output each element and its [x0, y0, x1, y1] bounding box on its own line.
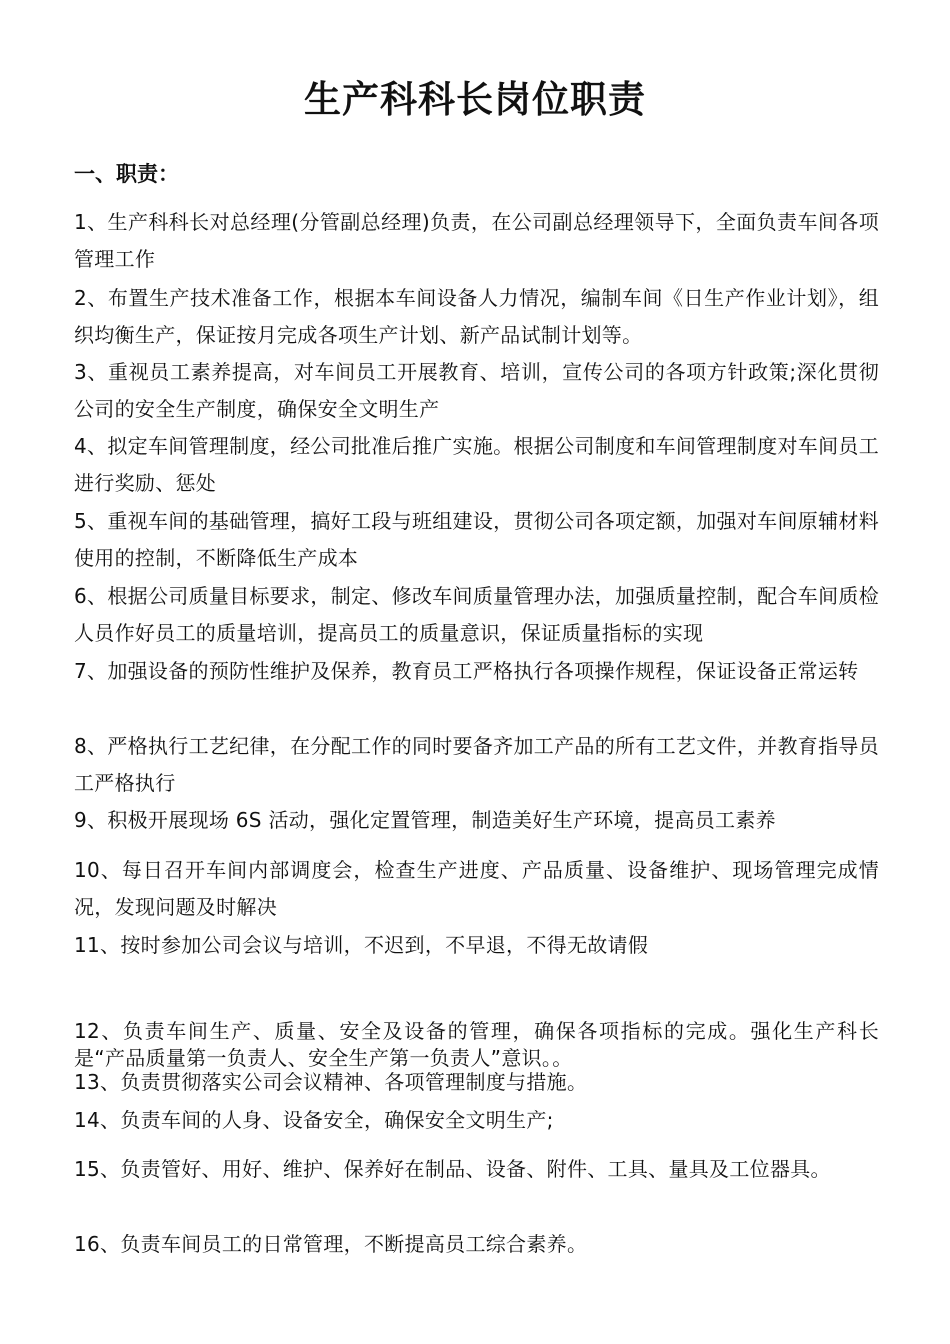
duty-item-12: 12、负责车间生产、质量、安全及设备的管理，确保各项指标的完成。强化生产科长是“产品质量第一负责人、安全生产第一负责人”意识。。: [74, 1019, 879, 1070]
duty-item-4: 4、拟定车间管理制度，经公司批准后推广实施。根据公司制度和车间管理制度对车间员工进行奖励、惩处: [74, 434, 879, 495]
duty-item-8: 8、严格执行工艺纪律，在分配工作的同时要备齐加工产品的所有工艺文件，并教育指导员工严格执行: [74, 734, 879, 795]
document-title: 生产科科长岗位职责: [304, 78, 646, 121]
duty-item-13: 13、负责贯彻落实公司会议精神、各项管理制度与措施。: [74, 1070, 588, 1094]
duty-item-5: 5、重视车间的基础管理，搞好工段与班组建设，贯彻公司各项定额，加强对车间原辅材料使用的控制，不断降低生产成本: [74, 509, 879, 570]
duty-item-3: 3、重视员工素养提高，对车间员工开展教育、培训，宣传公司的各项方针政策;深化贯彻公司的安全生产制度，确保安全文明生产: [74, 360, 879, 421]
duty-item-15: 15、负责管好、用好、维护、保养好在制品、设备、附件、工具、量具及工位器具。: [74, 1157, 831, 1181]
duty-item-10: 10、每日召开车间内部调度会，检查生产进度、产品质量、设备维护、现场管理完成情况，发现问题及时解决: [74, 858, 879, 919]
duty-item-9: 9、积极开展现场 6S 活动，强化定置管理，制造美好生产环境，提高员工素养: [74, 808, 776, 832]
duty-item-2: 2、布置生产技术准备工作，根据本车间设备人力情况，编制车间《日生产作业计划》，组织均衡生产，保证按月完成各项生产计划、新产品试制计划等。: [74, 286, 879, 347]
duty-item-1: 1、生产科科长对总经理(分管副总经理)负责，在公司副总经理领导下，全面负责车间各项管理工作: [74, 210, 879, 271]
duty-item-7: 7、加强设备的预防性维护及保养，教育员工严格执行各项操作规程，保证设备正常运转: [74, 659, 859, 683]
duty-item-14: 14、负责车间的人身、设备安全，确保安全文明生产;: [74, 1108, 554, 1132]
duty-item-11: 11、按时参加公司会议与培训，不迟到，不早退，不得无故请假: [74, 933, 649, 957]
section-heading: 一、职责：: [74, 162, 179, 186]
duty-item-16: 16、负责车间员工的日常管理，不断提高员工综合素养。: [74, 1232, 588, 1256]
duty-item-6: 6、根据公司质量目标要求，制定、修改车间质量管理办法，加强质量控制，配合车间质检人员作好员工的质量培训，提高员工的质量意识，保证质量指标的实现: [74, 584, 879, 645]
